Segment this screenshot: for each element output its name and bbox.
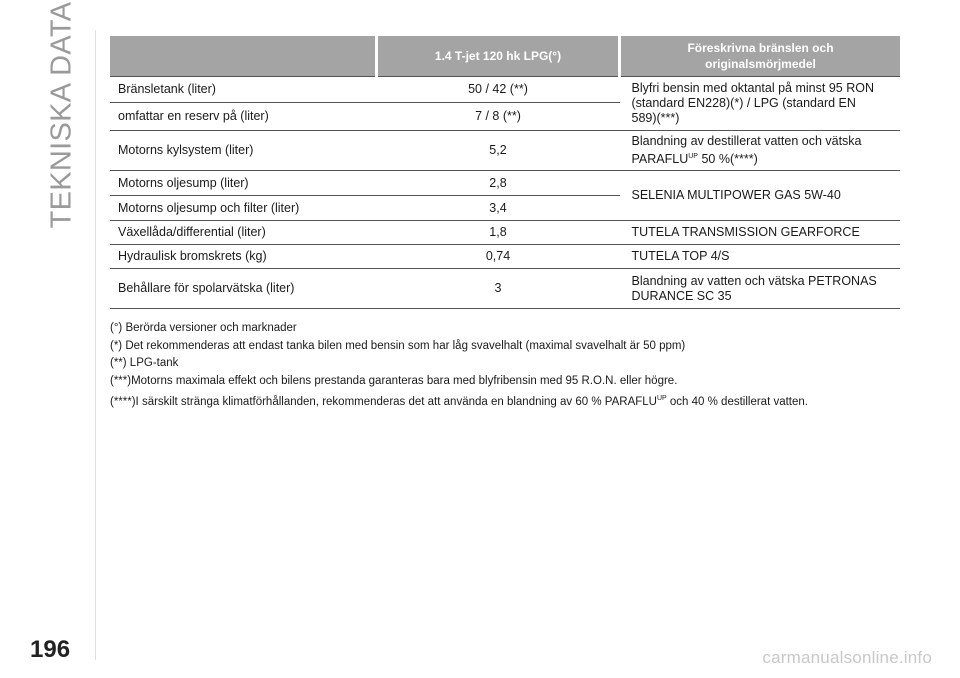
- row-label: Motorns oljesump (liter): [110, 171, 377, 196]
- spec-table: [110, 36, 900, 309]
- table-row: [110, 131, 900, 171]
- row-spec: SELENIA MULTIPOWER GAS 5W-40: [620, 171, 901, 221]
- section-title-text: TEKNISKA DATA: [45, 1, 78, 229]
- side-divider: [95, 30, 96, 660]
- spec-line: Blyfri bensin med oktantal på minst 95 RON: [631, 81, 874, 95]
- header-fuels-line1: Föreskrivna bränslen och: [687, 41, 834, 55]
- footnote: (***)Motorns maximala effekt och bilens prestanda garanteras bara med blyfribensin med 95 R.O.N. eller högre.: [110, 374, 678, 387]
- row-spec: TUTELA TOP 4/S: [620, 245, 901, 269]
- spec-line: DURANCE SC 35: [631, 288, 732, 303]
- row-value: 0,74: [377, 245, 620, 269]
- header-fuels-line2: originalsmörjmedel: [705, 57, 816, 71]
- row-value: 50 / 42 (**): [377, 77, 620, 103]
- spec-line: Blandning av destillerat vatten och vätska: [631, 134, 862, 148]
- row-label: Bränsletank (liter): [110, 77, 377, 103]
- row-spec: [620, 269, 901, 309]
- watermark: carmanualsonline.info: [762, 648, 932, 667]
- header-fuels: [620, 36, 901, 77]
- spec-suffix: 50 %(****): [701, 152, 758, 167]
- row-label: Behållare för spolarvätska (liter): [110, 269, 377, 309]
- row-label: Motorns kylsystem (liter): [110, 131, 377, 171]
- spec-prefix: PARAFLU: [631, 152, 689, 167]
- row-label: Hydraulisk bromskrets (kg): [110, 245, 377, 269]
- row-spec: [620, 77, 901, 131]
- row-value: 3,4: [377, 196, 620, 221]
- footnote-suffix: och 40 % destillerat vatten.: [669, 395, 808, 408]
- spec-line: 589)(***): [631, 111, 680, 125]
- footnote: (*) Det rekommenderas att endast tanka bilen med bensin som har låg svavelhalt (maximal svavelhalt är 50 ppm): [110, 339, 686, 352]
- spec-superscript: UP: [688, 153, 698, 160]
- header-engine: 1.4 T-jet 120 hk LPG(°): [377, 36, 620, 77]
- row-value: 7 / 8 (**): [377, 103, 620, 131]
- header-blank: [110, 36, 377, 77]
- spec-line: (standard EN228)(*) / LPG (standard EN: [631, 96, 856, 110]
- spec-line: Blandning av vatten och vätska PETRONAS: [631, 273, 877, 288]
- table-row: [110, 77, 900, 103]
- row-label: omfattar en reserv på (liter): [110, 103, 377, 131]
- row-label: Motorns oljesump och filter (liter): [110, 196, 377, 221]
- row-spec: [620, 131, 901, 171]
- footnote-superscript: UP: [656, 395, 667, 402]
- table-row: [110, 269, 900, 309]
- row-spec: TUTELA TRANSMISSION GEARFORCE: [620, 221, 901, 245]
- table-row: [110, 221, 900, 245]
- row-value: 2,8: [377, 171, 620, 196]
- page-number: 196: [30, 636, 71, 663]
- footnote-prefix: (****)I särskilt stränga klimatförhållanden, rekommenderas det att använda en blandning av 60 % PARAFLU: [110, 395, 657, 408]
- section-title: [42, 1, 82, 229]
- table-header-row: [110, 36, 900, 77]
- row-value: 3: [377, 269, 620, 309]
- footnote: (°) Berörda versioner och marknader: [110, 322, 297, 334]
- row-label: Växellåda/differential (liter): [110, 221, 377, 245]
- table-row: [110, 171, 900, 196]
- row-value: 5,2: [377, 131, 620, 171]
- row-value: 1,8: [377, 221, 620, 245]
- footnotes: [110, 320, 910, 411]
- table-row: [110, 245, 900, 269]
- footnote: [110, 390, 910, 411]
- footnote: (**) LPG-tank: [110, 357, 179, 369]
